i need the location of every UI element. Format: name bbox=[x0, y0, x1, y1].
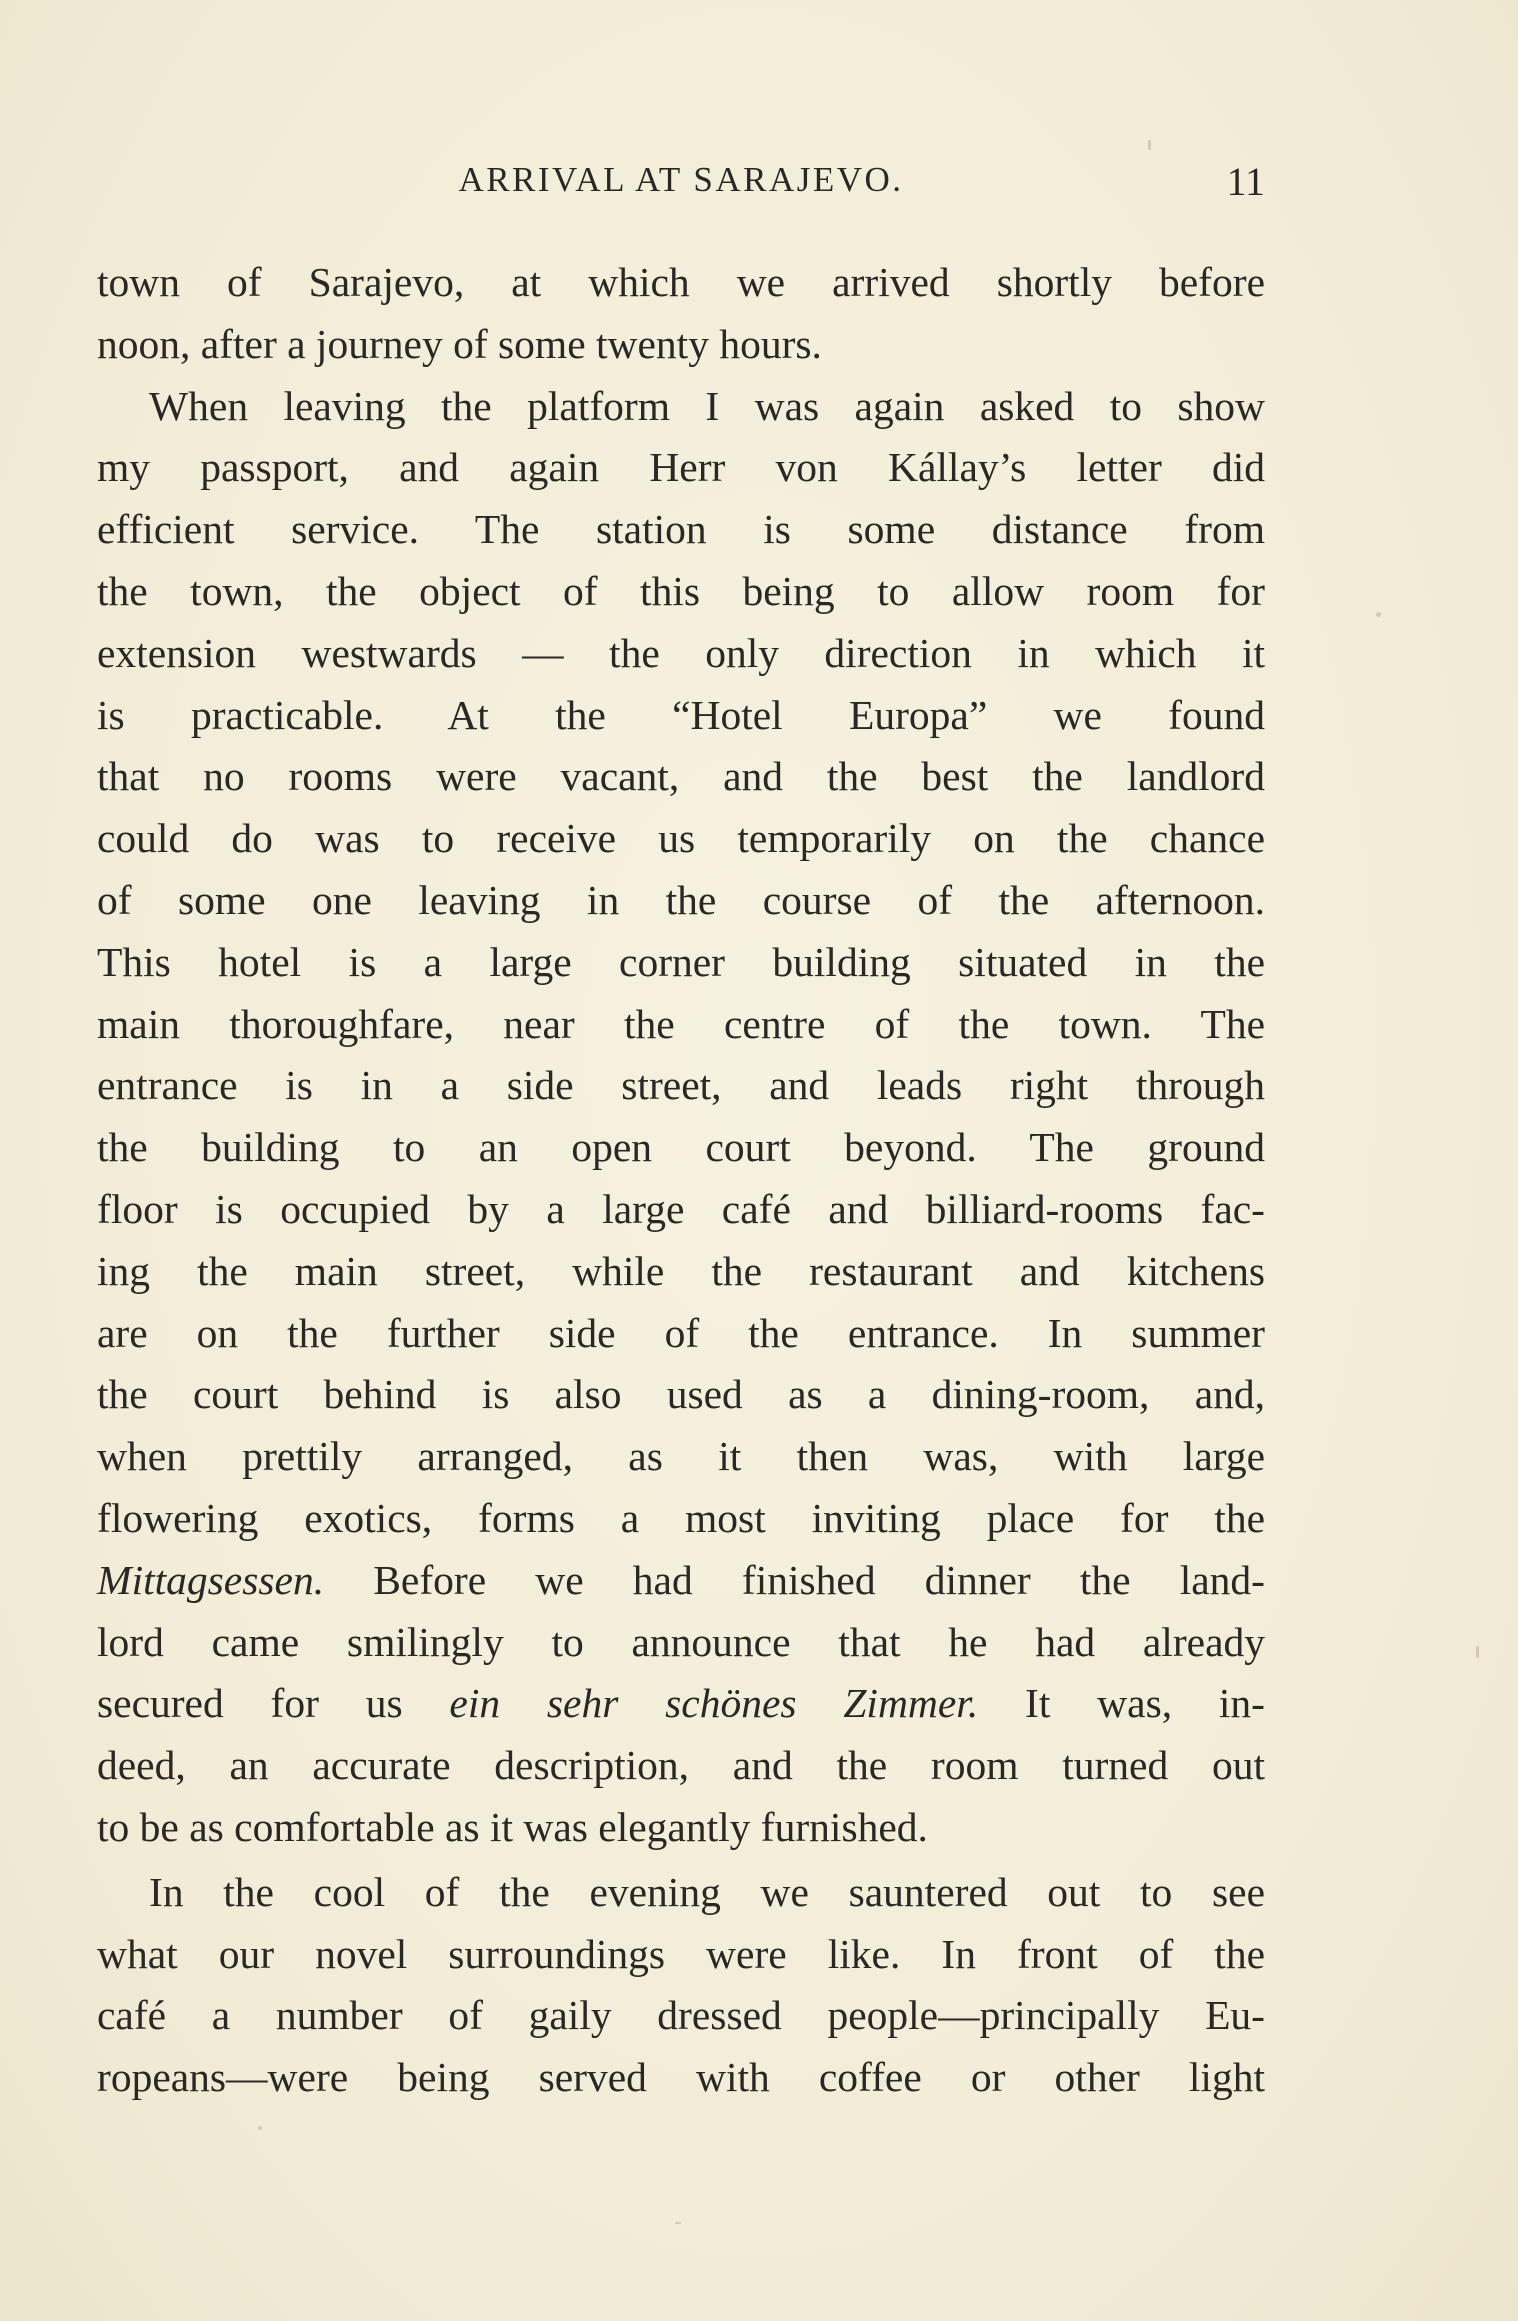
text-line: could do was to receive us temporarily on the chance bbox=[97, 815, 1265, 862]
italic-phrase: ein sehr schönes Zimmer. bbox=[449, 1680, 979, 1727]
text-line: ropeans—were being served with coffee or other light bbox=[97, 2054, 1265, 2101]
italic-phrase: Mittagsessen. bbox=[97, 1556, 325, 1603]
text-line: are on the further side of the entrance. In summer bbox=[97, 1309, 1265, 1356]
text-line: the court behind is also used as a dining-room, and, bbox=[97, 1371, 1265, 1418]
line-prefix: secured for us bbox=[97, 1680, 450, 1727]
text-line: to be as comfortable as it was elegantly furnished. bbox=[97, 1803, 928, 1850]
text-line: town of Sarajevo, at which we arrived shortly before bbox=[97, 259, 1265, 305]
text-line: is practicable. At the “Hotel Europa” we found bbox=[97, 691, 1265, 738]
body-text bbox=[97, 252, 1265, 2109]
text-line: when prettily arranged, as it then was, with large bbox=[97, 1433, 1265, 1480]
text-line-with-italic bbox=[97, 1673, 1265, 1735]
text-line: entrance is in a side street, and leads right through bbox=[97, 1062, 1265, 1109]
text-line: flowering exotics, forms a most inviting place for the bbox=[97, 1494, 1265, 1541]
paragraph-start-line: In the cool of the evening we sauntered out to see bbox=[149, 1868, 1265, 1915]
text-line: ing the main street, while the restaurant and kitchens bbox=[97, 1247, 1265, 1294]
paragraph-start-line: When leaving the platform I was again asked to show bbox=[149, 382, 1265, 429]
text-line: of some one leaving in the course of the afternoon. bbox=[97, 876, 1265, 923]
paper-speck bbox=[1148, 140, 1151, 150]
page-number: 11 bbox=[1226, 159, 1265, 204]
text-line: that no rooms were vacant, and the best the landlord bbox=[97, 753, 1265, 800]
text-line: the town, the object of this being to allow room for bbox=[97, 567, 1265, 614]
text-line: café a number of gaily dressed people—principally Eu- bbox=[97, 1992, 1265, 2039]
paper-speck bbox=[1476, 1646, 1479, 1658]
paper-speck bbox=[258, 2126, 262, 2130]
text-line: noon, after a journey of some twenty hours. bbox=[97, 320, 822, 367]
text-line: the building to an open court beyond. The ground bbox=[97, 1124, 1265, 1171]
paper-speck bbox=[675, 2222, 681, 2224]
text-line: deed, an accurate description, and the room turned out bbox=[97, 1742, 1265, 1789]
line-remainder: Before we had finished dinner the land- bbox=[324, 1556, 1265, 1603]
running-title: ARRIVAL AT SARAJEVO. bbox=[458, 160, 904, 199]
text-line: lord came smilingly to announce that he had already bbox=[97, 1618, 1265, 1665]
text-line: floor is occupied by a large café and billiard-rooms fac- bbox=[97, 1185, 1265, 1232]
text-line-with-italic bbox=[97, 1550, 1265, 1612]
running-head bbox=[97, 160, 1265, 210]
text-line: main thoroughfare, near the centre of the town. The bbox=[97, 1000, 1265, 1047]
text-line: what our novel surroundings were like. In front of the bbox=[97, 1930, 1265, 1977]
text-line: This hotel is a large corner building situated in the bbox=[97, 938, 1265, 985]
paper-speck bbox=[1376, 612, 1381, 617]
text-line: my passport, and again Herr von Kállay’s letter did bbox=[97, 444, 1265, 491]
line-remainder: It was, in- bbox=[978, 1680, 1265, 1727]
text-line: efficient service. The station is some distance from bbox=[97, 506, 1265, 553]
text-line: extension westwards — the only direction in which it bbox=[97, 629, 1265, 676]
